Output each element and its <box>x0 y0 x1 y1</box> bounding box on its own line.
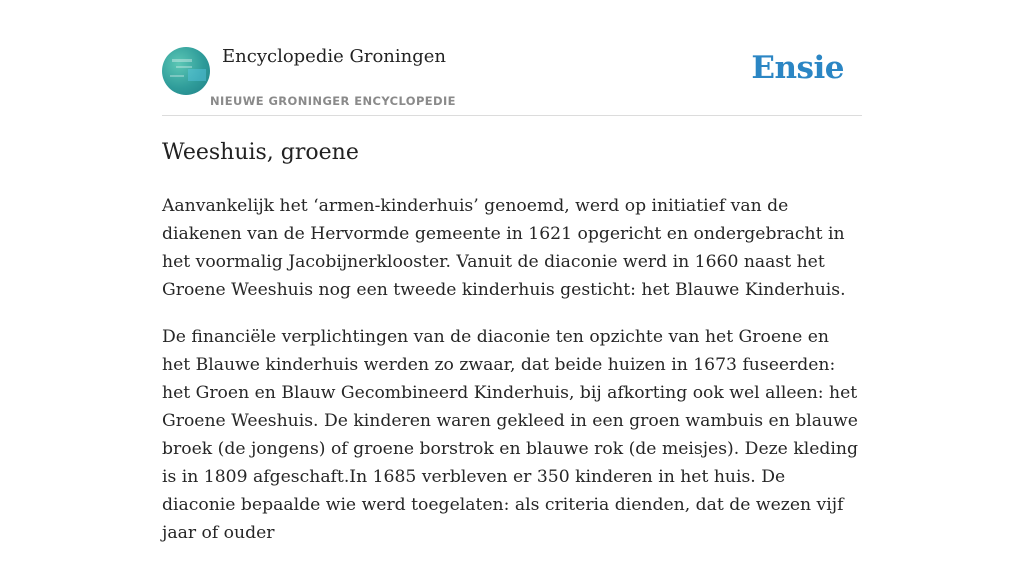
article-title: Weeshuis, groene <box>162 140 359 165</box>
site-header <box>162 0 862 116</box>
article-paragraph: De financiële verplichtingen van de diaconie ten opzichte van het Groene en het Blauwe kinderhuis werden zo zwaar, dat beide huizen in 1673 fuseerden: het Groen en Blauw Gecombineerd Kinderhuis, bij afkorting ook wel alleen: het Groene Weeshuis. De kinderen waren gekleed in een groen wambuis en blauwe broek (de jongens) of groene borstrok en blauwe rok (de meisjes). Deze kleding is in 1809 afgeschaft.In 1685 verbleven er 350 kinderen in het huis. De diaconie bepaalde wie werd toegelaten: als criteria dienden, dat de wezen vijf jaar of ouder <box>162 327 858 543</box>
site-title-link[interactable]: Encyclopedie Groningen <box>222 46 447 67</box>
site-subtitle: NIEUWE GRONINGER ENCYCLOPEDIE <box>210 94 456 108</box>
ensie-brand-link[interactable]: Ensie <box>751 50 844 86</box>
article-body <box>162 192 862 566</box>
site-logo-icon[interactable] <box>162 47 210 95</box>
article-paragraph: Aanvankelijk het ‘armen-kinderhuis’ genoemd, werd op initiatief van de diakenen van de Hervormde gemeente in 1621 opgericht en ondergebracht in het voormalig Jacobijnerklooster. Vanuit de diaconie werd in 1660 naast het Groene Weeshuis nog een tweede kinderhuis gesticht: het Blauwe Kinderhuis. <box>162 196 846 300</box>
